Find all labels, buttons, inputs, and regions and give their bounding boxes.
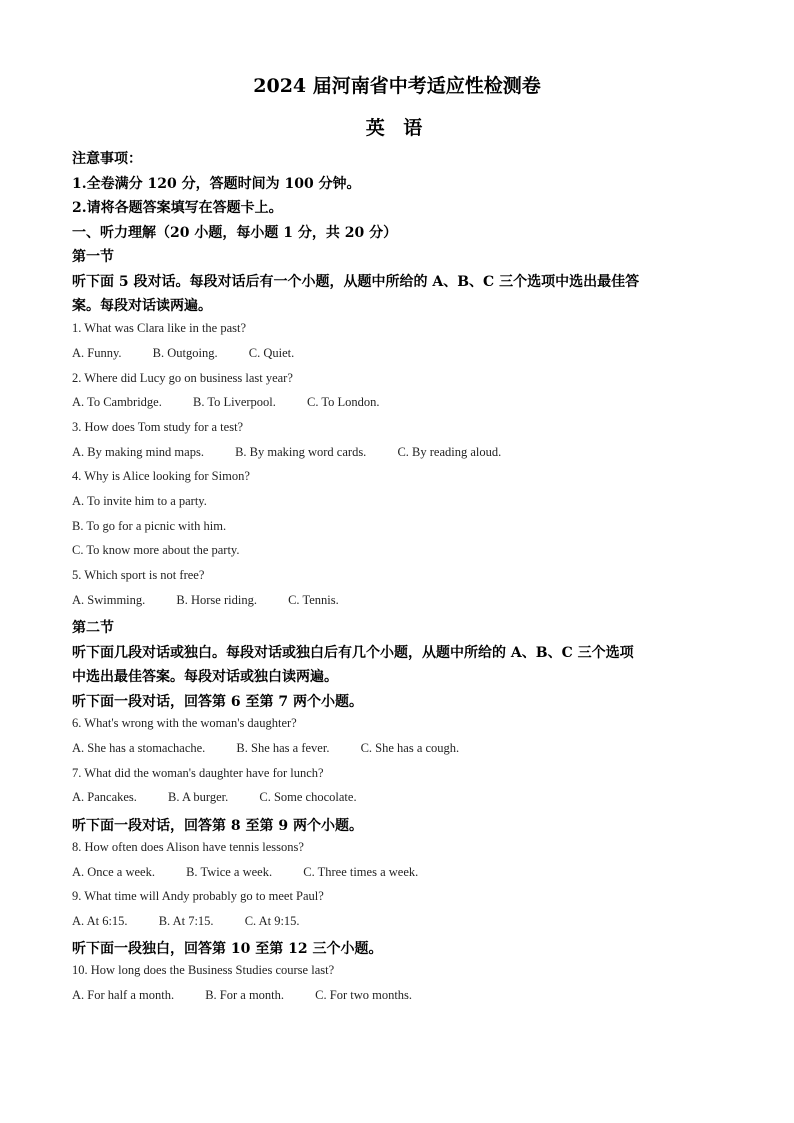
- question-9-options: [72, 914, 732, 929]
- option-a: A. At 6:15.: [72, 914, 128, 928]
- option-b: B. For a month.: [205, 988, 285, 1002]
- section2-name: 第二节: [72, 620, 114, 636]
- question-6-stem: 6. What's wrong with the woman's daughter?: [72, 716, 297, 730]
- option-a: A. For half a month.: [72, 988, 175, 1002]
- group-heading-8-9: 听下面一段对话，回答第 8 至第 9 两个小题。: [72, 818, 363, 834]
- option-c: C. She has a cough.: [360, 741, 460, 755]
- section2-instruction-line2: 中选出最佳答案。每段对话或独白读两遍。: [72, 669, 338, 685]
- option-b: B. Horse riding.: [176, 593, 257, 607]
- option-a: A. She has a stomachache.: [72, 741, 206, 755]
- option-b: B. By making word cards.: [235, 445, 367, 459]
- question-4-stem: 4. Why is Alice looking for Simon?: [72, 469, 250, 483]
- option-c: C. Three times a week.: [303, 865, 419, 879]
- exam-title: 2024 届河南省中考适应性检测卷: [253, 75, 541, 97]
- subject-title: 英 语: [365, 117, 429, 139]
- option-b: B. A burger.: [168, 790, 229, 804]
- option-c: C. Tennis.: [288, 593, 339, 607]
- note-item-1: 1.全卷满分 120 分，答题时间为 100 分钟。: [72, 176, 361, 192]
- part1-title: 一、听力理解（20 小题，每小题 1 分，共 20 分）: [72, 225, 398, 241]
- option-c: C. At 9:15.: [244, 914, 300, 928]
- question-6-options: [72, 741, 732, 756]
- question-4-option-b: B. To go for a picnic with him.: [72, 519, 227, 533]
- option-a: A. Pancakes.: [72, 790, 137, 804]
- question-5-options: [72, 593, 732, 608]
- section1-instruction-line1: 听下面 5 段对话。每段对话后有一个小题，从题中所给的 A、B、C 三个选项中选出最佳答: [72, 274, 640, 290]
- question-9-stem: 9. What time will Andy probably go to meet Paul?: [72, 889, 324, 903]
- option-a: A. Once a week.: [72, 865, 155, 879]
- question-2-stem: 2. Where did Lucy go on business last year?: [72, 371, 293, 385]
- question-3-stem: 3. How does Tom study for a test?: [72, 420, 244, 434]
- question-8-options: [72, 865, 732, 880]
- option-c: C. To London.: [307, 395, 380, 409]
- question-10-stem: 10. How long does the Business Studies course last?: [72, 963, 335, 977]
- question-3-options: [72, 445, 732, 460]
- section2-instruction-line1: 听下面几段对话或独白。每段对话或独白后有几个小题，从题中所给的 A、B、C 三个选项: [72, 645, 634, 661]
- notes-heading: 注意事项：: [72, 151, 142, 167]
- section1-name: 第一节: [72, 249, 114, 265]
- note-item-2: 2.请将各题答案填写在答题卡上。: [72, 200, 283, 216]
- option-c: C. By reading aloud.: [397, 445, 502, 459]
- section1-instruction-line2: 案。每段对话读两遍。: [72, 298, 212, 314]
- option-c: C. Quiet.: [248, 346, 295, 360]
- question-4-option-c: C. To know more about the party.: [72, 543, 240, 557]
- option-b: B. Outgoing.: [152, 346, 218, 360]
- option-a: A. Swimming.: [72, 593, 146, 607]
- option-b: B. To Liverpool.: [192, 395, 276, 409]
- question-4-option-a: A. To invite him to a party.: [72, 494, 207, 508]
- option-a: A. To Cambridge.: [72, 395, 162, 409]
- question-8-stem: 8. How often does Alison have tennis lessons?: [72, 840, 304, 854]
- option-a: A. Funny.: [72, 346, 122, 360]
- question-7-stem: 7. What did the woman's daughter have for lunch?: [72, 766, 324, 780]
- option-c: C. For two months.: [315, 988, 413, 1002]
- question-2-options: [72, 395, 732, 410]
- question-1-stem: 1. What was Clara like in the past?: [72, 321, 247, 335]
- group-heading-10-12: 听下面一段独白，回答第 10 至第 12 三个小题。: [72, 941, 383, 957]
- option-b: B. At 7:15.: [158, 914, 214, 928]
- question-10-options: [72, 988, 732, 1003]
- question-1-options: [72, 346, 732, 361]
- question-7-options: [72, 790, 732, 805]
- option-b: B. Twice a week.: [186, 865, 273, 879]
- question-5-stem: 5. Which sport is not free?: [72, 568, 205, 582]
- group-heading-6-7: 听下面一段对话，回答第 6 至第 7 两个小题。: [72, 694, 363, 710]
- option-b: B. She has a fever.: [236, 741, 330, 755]
- option-a: A. By making mind maps.: [72, 445, 204, 459]
- option-c: C. Some chocolate.: [259, 790, 357, 804]
